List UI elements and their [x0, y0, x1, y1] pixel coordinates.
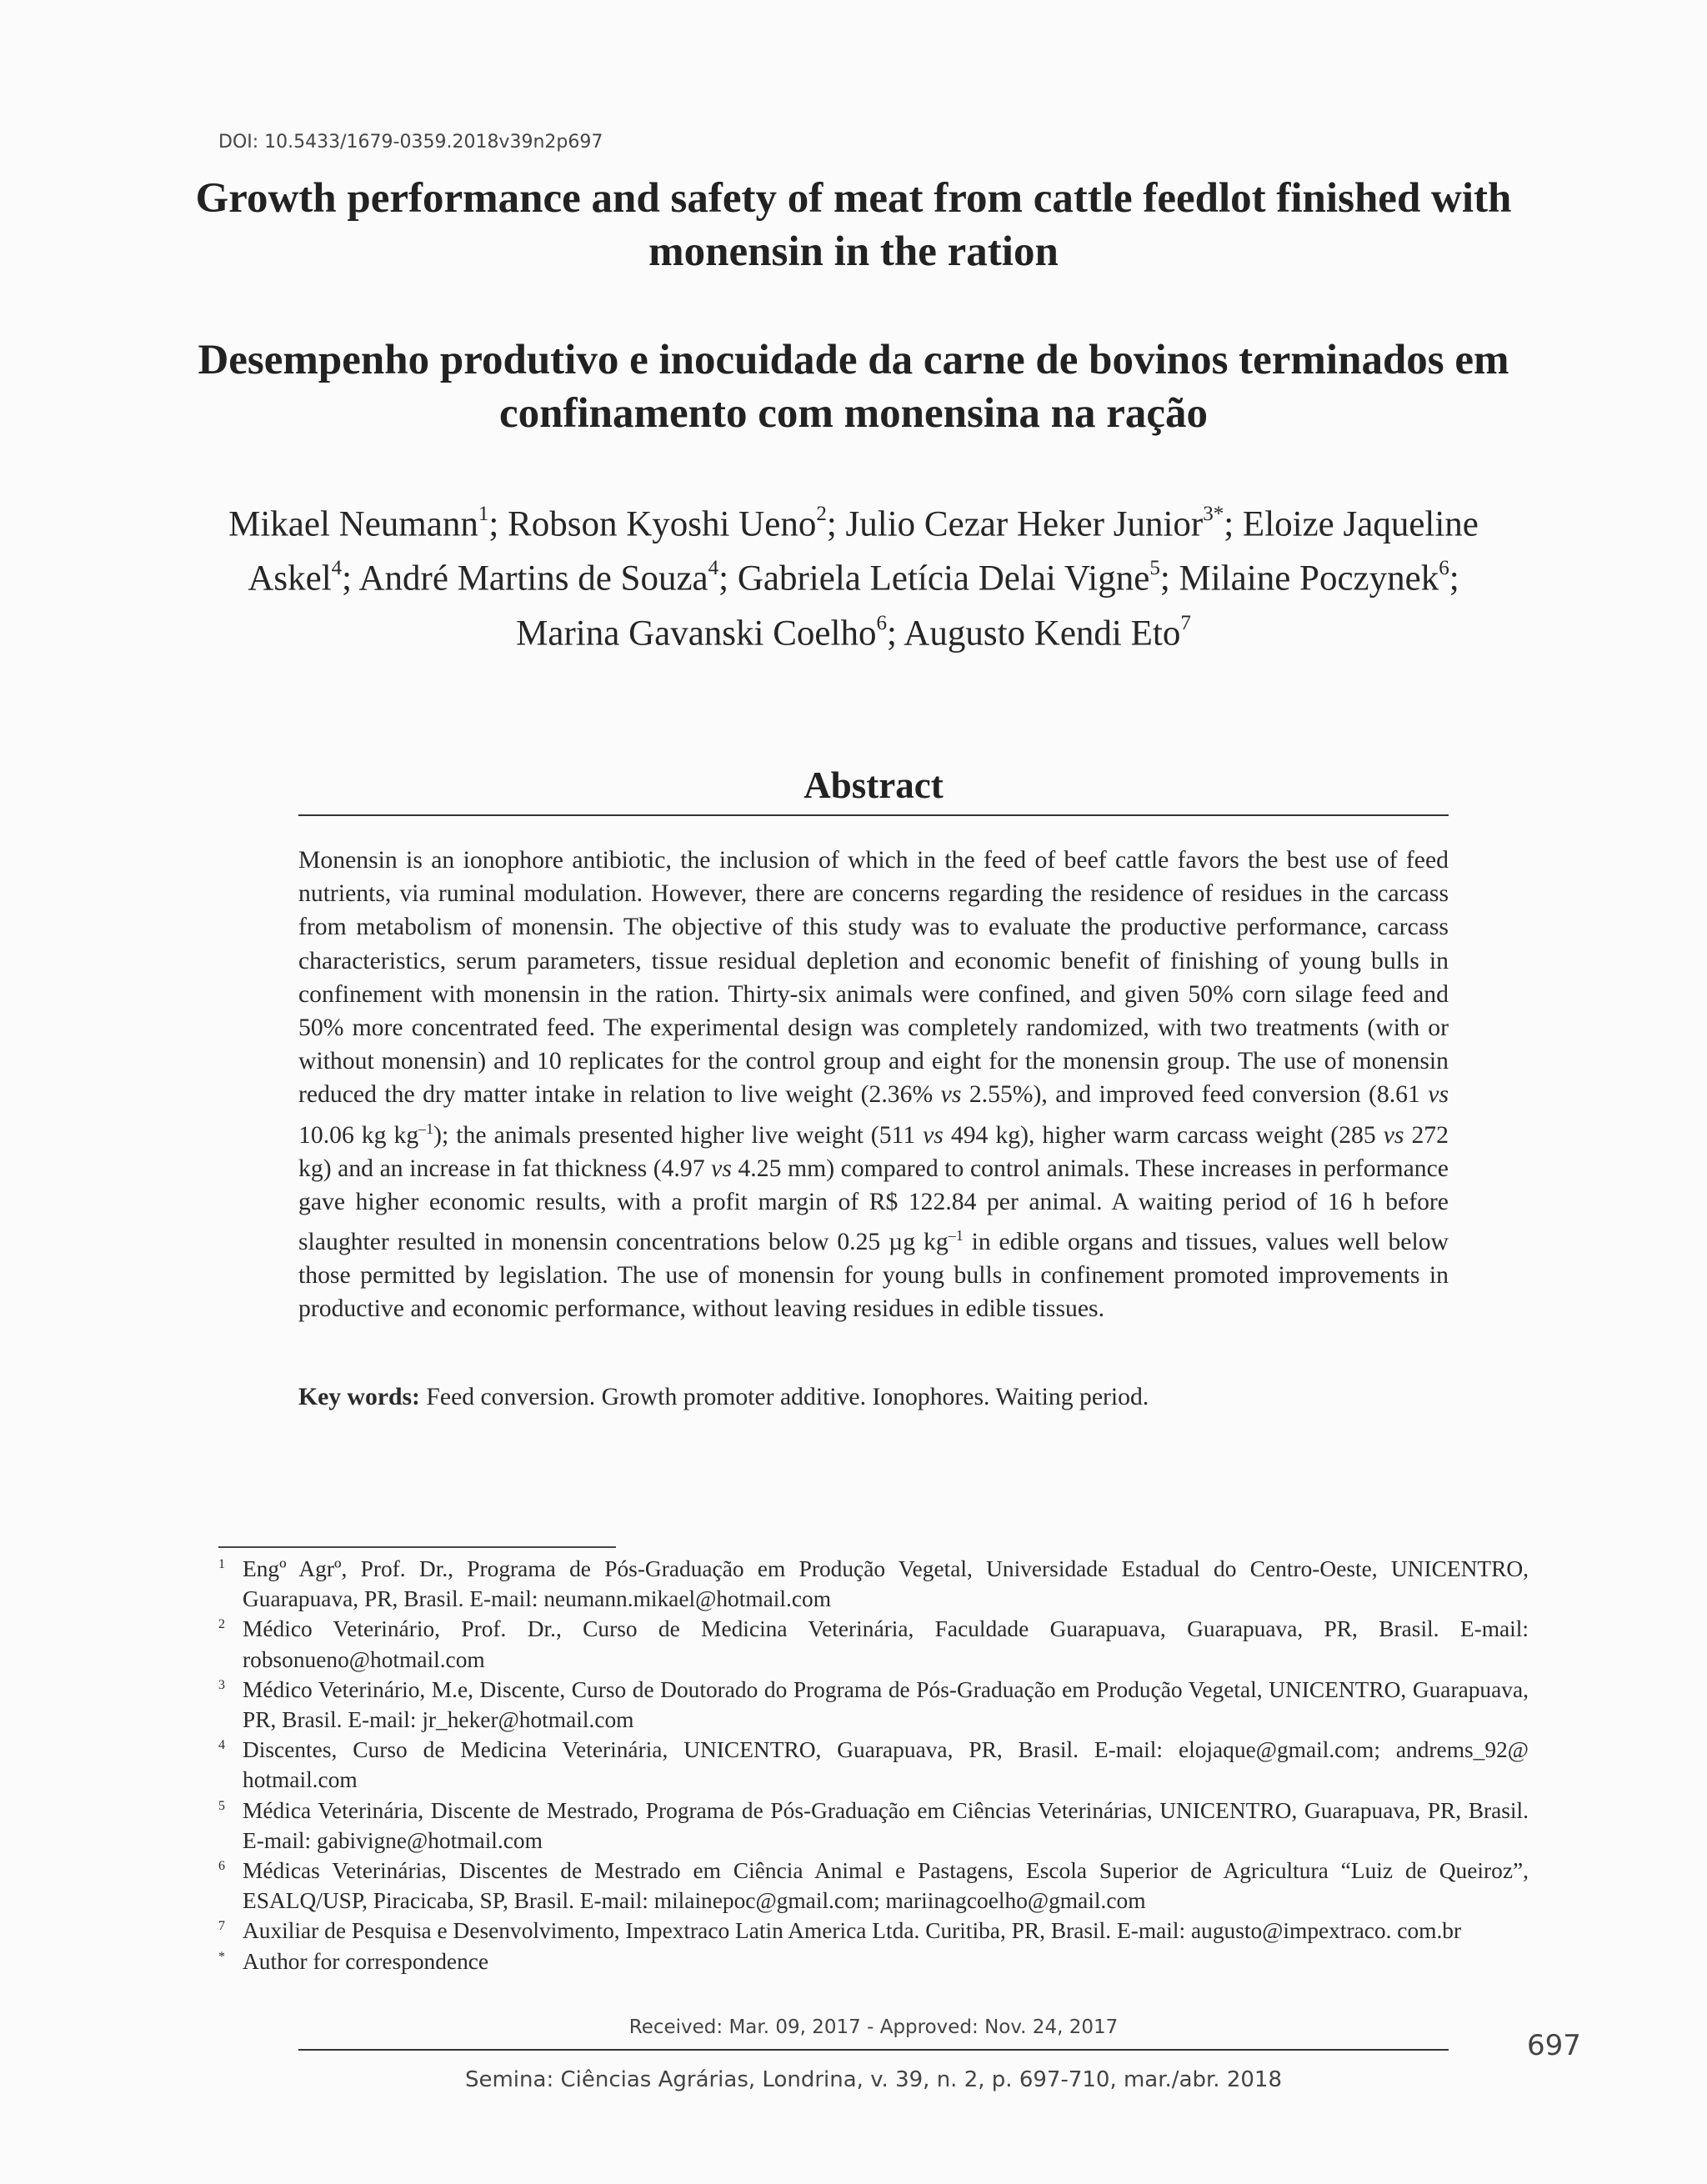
keywords	[298, 1380, 1449, 1414]
footnote: 2 Médico Veterinário, Prof. Dr., Curso de Medicina Veterinária, Faculdade Guarapuava, Guarapuava, PR, Brasil. E-mail: robsonueno@hotmail.com	[218, 1616, 1529, 1672]
author-affiliation: 6	[876, 611, 887, 634]
received-approved-dates: Received: Mar. 09, 2017 - Approved: Nov. 24, 2017	[628, 2016, 1119, 2038]
footnote: 3 Médico Veterinário, M.e, Discente, Curso de Doutorado do Programa de Pós-Graduação em Produção Vegetal, UNICENTRO, Guarapuava, PR, Brasil. E-mail: jr_heker@hotmail.com	[218, 1676, 1529, 1733]
footnote-rule	[218, 1546, 616, 1548]
doi: DOI: 10.5433/1679-0359.2018v39n2p697	[218, 132, 603, 153]
keywords-text: Feed conversion. Growth promoter additive. Ionophores. Waiting period.	[419, 1384, 1149, 1410]
author-affiliation: 6	[1439, 557, 1449, 580]
journal-citation: Semina: Ciências Agrárias, Londrina, v. 39, n. 2, p. 697-710, mar./abr. 2018	[464, 2067, 1282, 2092]
title-portuguese: Desempenho produtivo e inocuidade da carne de bovinos terminados em confinamento com monensina na ração	[198, 337, 1509, 437]
author-affiliation: 5	[1149, 557, 1160, 580]
abstract-heading: Abstract	[803, 764, 944, 806]
abstract-rule	[298, 814, 1449, 816]
footnote: 5 Médica Veterinária, Discente de Mestrado, Programa de Pós-Graduação em Ciências Veterinárias, UNICENTRO, Guarapuava, PR, Brasil. E-mail: gabivigne@hotmail.com	[218, 1797, 1529, 1853]
author-affiliation: 4	[708, 557, 719, 580]
author: Eloize Jaqueline Askel	[248, 504, 1479, 599]
author: Robson Kyoshi Ueno	[508, 504, 817, 544]
title-english: Growth performance and safety of meat from cattle feedlot finished with monensin in the ration	[195, 175, 1512, 275]
author: Gabriela Letícia Delai Vigne	[737, 559, 1150, 599]
page-number: 697	[1527, 2029, 1581, 2062]
author: Mikael Neumann	[228, 504, 478, 544]
footnote: 7 Auxiliar de Pesquisa e Desenvolvimento, Impextraco Latin America Ltda. Curitiba, PR, Brasil. E-mail: augusto@impextraco. com.br	[218, 1918, 1462, 1944]
footer-rule	[298, 2049, 1449, 2051]
author-affiliation: 2	[816, 503, 827, 525]
keywords-label: Key words:	[298, 1384, 420, 1410]
author: Marina Gavanski Coelho	[516, 613, 877, 653]
author: Milaine Poczynek	[1179, 559, 1439, 599]
author: André Martins de Souza	[358, 559, 708, 599]
abstract-body: Monensin is an ionophore antibiotic, the inclusion of which in the feed of beef cattle favors the best use of feed nutrients, via ruminal modulation. However, there are concerns regarding the residence of residues in the carcass from metabolism of monensin. The objective of this study was to evaluate the productive performance, carcass characteristics, serum parameters, tissue residual depletion and economic benefit of finishing of young bulls in confinement with monensin in the ration. Thirty-six animals were confined, and given 50% corn silage feed and 50% more concentrated feed. The experimental design was completely randomized, with two treatments (with or without monensin) and 10 replicates for the control group and eight for the monensin group. The use of monensin reduced the dry matter intake in relation to live weight (2.36% vs 2.55%), and improved feed conversion (8.61 vs 10.06 kg $kg^{-1}$); the animals presented higher live weight (511 vs 494 kg), higher warm carcass weight (285 vs 272 kg) and an increase in fat thickness (4.97 vs 4.25 mm) compared to control animals. These increases in performance gave higher economic results, with a profit margin of R$ 122.84 per animal. A waiting period of 16 h before slaughter resulted in monensin concentrations below 0.25 µg $kg^{-1}$ in edible organs and tissues, values well below those permitted by legislation. The use of monensin for young bulls in confinement promoted improvements in productive and economic performance, without leaving residues in edible tissues.	[298, 847, 1449, 1323]
footnote: 6 Médicas Veterinárias, Discentes de Mestrado em Ciência Animal e Pastagens, Escola Superior de Agricultura “Luiz de Queiroz”, ESALQ/USP, Piracicaba, SP, Brasil. E-mail: milainepoc@gmail.com; mariinagcoelho@gmail.com	[218, 1858, 1529, 1914]
author-affiliation: 4	[331, 557, 343, 580]
author-affiliation: 1	[478, 503, 489, 525]
footnotes	[218, 1554, 1529, 1976]
footnote: 1 Engº Agrº, Prof. Dr., Programa de Pós-Graduação em Produção Vegetal, Universidade Estadual do Centro-Oeste, UNICENTRO, Guarapuava, PR, Brasil. E-mail: neumann.mikael@hotmail.com	[218, 1556, 1529, 1612]
author: Augusto Kendi Eto	[904, 613, 1181, 653]
author-affiliation: 7	[1180, 611, 1191, 634]
footnote: 4 Discentes, Curso de Medicina Veterinária, UNICENTRO, Guarapuava, PR, Brasil. E-mail: elojaque@gmail.com; andrems_92@ hotmail.com	[218, 1737, 1529, 1793]
author: Julio Cezar Heker Junior	[845, 504, 1204, 544]
footnote: * Author for correspondence	[218, 1948, 489, 1974]
author-affiliation: 3*	[1203, 503, 1224, 525]
author-list: Mikael Neumann$^1$; Robson Kyoshi Ueno$^2$; Julio Cezar Heker Junior$^{3*}$; Eloize Jaqueline Askel$^4$; André Martins de Souza$^4$; Gabriela Letícia Delai Vigne$^5$; Milaine Poczynek$^6$; Marina Gavanski Coelho$^6$; Augusto Kendi Eto$^7$	[228, 503, 1479, 653]
